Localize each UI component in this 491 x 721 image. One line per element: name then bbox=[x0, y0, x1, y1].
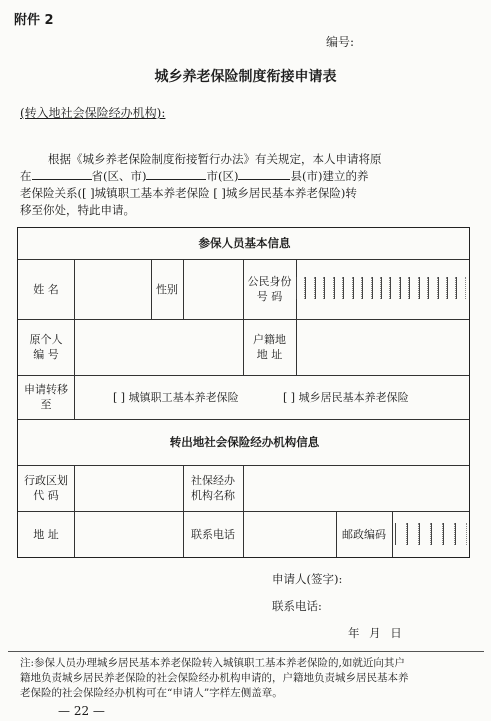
body-line-2-d: 县(市)建立的养 bbox=[290, 169, 369, 183]
body-line-3: 老保险关系([ ]城镇职工基本养老保险 [ ]城乡居民基本养老保险)转 bbox=[20, 186, 357, 200]
region-code-label: 行政区划 代 码 bbox=[24, 474, 68, 502]
gender-label: 性别 bbox=[156, 282, 178, 296]
body-line-2 bbox=[20, 168, 368, 184]
address-label: 地 址 bbox=[33, 527, 59, 541]
document-title: 城乡养老保险制度衔接申请表 bbox=[154, 69, 337, 85]
agency-name-label: 社保经办 机构名称 bbox=[191, 474, 235, 502]
county-blank[interactable] bbox=[238, 168, 290, 180]
household-address-label: 户籍地 地 址 bbox=[253, 333, 286, 361]
note-line-3: 老保险的社会保险经办机构可在“申请人”字样左侧盖章。 bbox=[20, 687, 283, 699]
serial-number-label: 编号: bbox=[326, 35, 355, 49]
body-line-2-a: 在 bbox=[20, 169, 32, 183]
postal-code-field[interactable] bbox=[395, 523, 467, 545]
transfer-to-label: 申请转移 至 bbox=[24, 383, 68, 411]
name-field[interactable] bbox=[74, 259, 151, 319]
target-agency-label: (转入地社会保险经办机构): bbox=[20, 106, 166, 120]
postal-code-label: 邮政编码 bbox=[342, 527, 386, 541]
id-number-field[interactable] bbox=[296, 277, 466, 299]
section-agency-info-title: 转出地社会保险经办机构信息 bbox=[169, 434, 320, 449]
id-number-label: 公民身份 号 码 bbox=[247, 275, 292, 303]
applicant-signature-label: 申请人(签字): bbox=[272, 572, 343, 586]
phone-field[interactable] bbox=[243, 511, 336, 557]
body-line-1: 根据《城乡养老保险制度衔接暂行办法》有关规定，本人申请将原 bbox=[48, 152, 382, 166]
personal-number-label: 原个人 编 号 bbox=[29, 333, 63, 361]
region-code-field[interactable] bbox=[74, 465, 183, 511]
province-blank[interactable] bbox=[32, 168, 92, 180]
attachment-label: 附件 2 bbox=[14, 13, 54, 28]
note-line-1: 注:参保人员办理城乡居民基本养老保险转入城镇职工基本养老保险的,如就近向其户 bbox=[20, 657, 405, 669]
personal-number-field[interactable] bbox=[74, 319, 243, 375]
page-number: — 22 — bbox=[58, 704, 105, 718]
body-line-2-b: 省(区、市) bbox=[91, 169, 147, 183]
application-form-table bbox=[17, 227, 470, 558]
household-address-field[interactable] bbox=[296, 319, 471, 375]
option-urban-checkbox[interactable]: [ ] 城镇职工基本养老保险 bbox=[113, 390, 239, 404]
body-line-2-c: 市(区) bbox=[206, 169, 239, 183]
address-field[interactable] bbox=[74, 511, 183, 557]
note-line-2: 籍地负责城乡居民养老保险的社会保险经办机构申请的，户籍地负责城乡居民基本养 bbox=[20, 672, 409, 684]
agency-name-field[interactable] bbox=[243, 465, 471, 511]
body-line-4: 移至你处，特此申请。 bbox=[20, 203, 135, 217]
phone-label: 联系电话 bbox=[191, 527, 235, 541]
city-blank[interactable] bbox=[146, 168, 206, 180]
gender-field[interactable] bbox=[183, 259, 243, 319]
section-basic-info-title: 参保人员基本信息 bbox=[198, 236, 291, 250]
date-label: 年 月 日 bbox=[348, 626, 402, 640]
contact-phone-label: 联系电话: bbox=[272, 599, 322, 613]
option-rural-checkbox[interactable]: [ ] 城乡居民基本养老保险 bbox=[283, 390, 409, 404]
divider bbox=[8, 651, 484, 652]
name-label: 姓 名 bbox=[33, 282, 59, 296]
